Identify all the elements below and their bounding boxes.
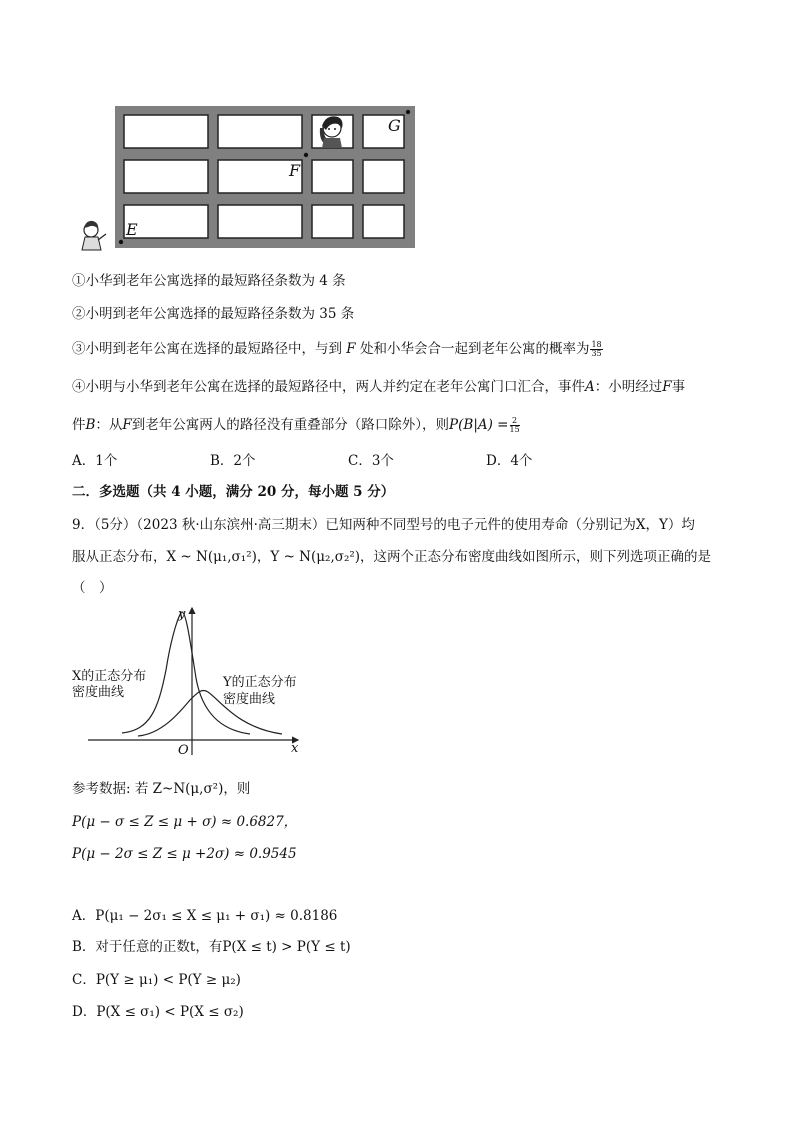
option-d: D．P(X ≤ σ₁) < P(X ≤ σ₂): [72, 1004, 244, 1020]
option-c: C．P(Y ≥ μ₁) < P(Y ≥ μ₂): [72, 972, 241, 988]
route-grid-figure: [76, 100, 421, 255]
label-g: G: [388, 116, 401, 135]
q9-line-3: （ ）: [72, 580, 113, 596]
grid-block: [363, 160, 404, 193]
y-curve-label: Y的正态分布: [223, 675, 297, 690]
statement-3: ③小明到老年公寓在选择的最短路径中，与到 F 处和小华会合一起到老年公寓的概率为 $\frac{18}{35}$: [72, 340, 602, 358]
statement-4-line-2: 件B：从F到老年公寓两人的路径没有重叠部分（路口除外），则P(B|A) = $\frac{2}{15}$: [72, 416, 520, 434]
option-a: A．P(μ₁ − 2σ₁ ≤ X ≤ μ₁ + σ₁) ≈ 0.8186: [72, 908, 338, 924]
fraction-2-15: $\frac{2}{15}$: [509, 416, 520, 434]
x-axis-label: x: [291, 741, 299, 756]
label-e: E: [126, 220, 138, 239]
grid-block: [218, 115, 302, 148]
choice-b: B．2个: [210, 453, 256, 469]
q9-line-2: 服从正态分布，X ~ N(μ₁,σ₁²)，Y ~ N(μ₂,σ₂²)，这两个正态分布密度曲线如图所示，则下列选项正确的是: [72, 549, 712, 565]
grid-block: [363, 205, 404, 238]
grid-block: [312, 160, 353, 193]
origin-label: O: [178, 743, 189, 758]
choice-c: C．3个: [348, 453, 394, 469]
reference-line-1: P(μ − σ ≤ Z ≤ μ + σ) ≈ 0.6827，: [72, 814, 298, 830]
xiaoming-figure-icon: [82, 221, 106, 250]
y-curve-label: 密度曲线: [223, 692, 276, 707]
y-axis-label: y: [178, 607, 186, 622]
statement-1: ①小华到老年公寓选择的最短路径条数为 4 条: [72, 273, 346, 289]
grid-block: [312, 205, 353, 238]
grid-block: [124, 115, 208, 148]
x-curve-label: 密度曲线: [72, 685, 125, 700]
grid-block: [218, 205, 302, 238]
option-b: B．对于任意的正数t，有P(X ≤ t) > P(Y ≤ t): [72, 939, 351, 955]
var-f: F: [346, 341, 356, 357]
reference-intro: 参考数据: 若 Z~N(μ,σ²)，则: [72, 781, 251, 797]
reference-line-2: P(μ − 2σ ≤ Z ≤ μ +2σ) ≈ 0.9545: [72, 846, 297, 862]
density-curves-figure: [70, 600, 310, 760]
choice-a: A．1个: [72, 453, 118, 469]
grid-block: [124, 160, 208, 193]
fraction-18-35: $\frac{18}{35}$: [591, 340, 602, 358]
section-heading: 二．多选题（共 4 小题，满分 20 分，每小题 5 分）: [72, 484, 395, 500]
choice-d: D．4个: [486, 453, 533, 469]
statement-2: ②小明到老年公寓选择的最短路径条数为 35 条: [72, 306, 355, 322]
q9-line-1: 9．（5分）（2023 秋·山东滨州·高三期末）已知两种不同型号的电子元件的使用寿命（分别记为X，Y）均: [72, 517, 695, 533]
statement-4-line-1: ④小明与小华到老年公寓在选择的最短路径中，两人并约定在老年公寓门口汇合，事件A：小明经过F事: [72, 379, 686, 395]
label-f: F: [289, 161, 301, 180]
point-e: [119, 240, 123, 244]
x-curve-label: X的正态分布: [72, 669, 147, 684]
point-g: [406, 110, 410, 114]
point-f: [304, 153, 308, 157]
